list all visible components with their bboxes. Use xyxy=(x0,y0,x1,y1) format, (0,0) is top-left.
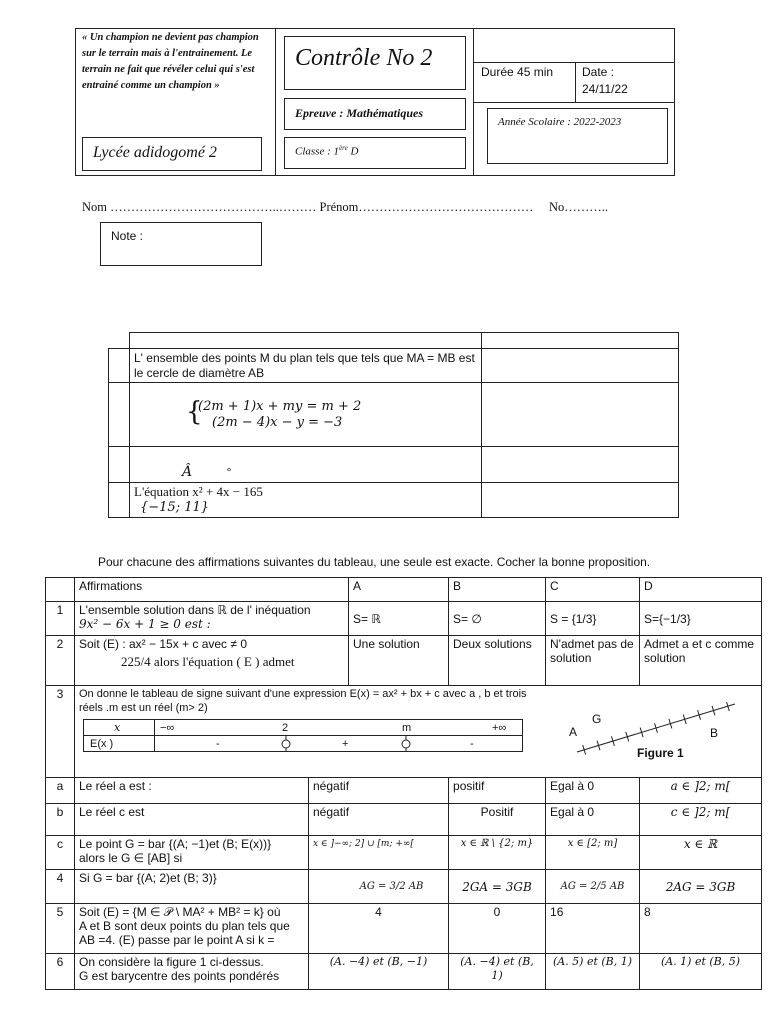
header-divider-4 xyxy=(575,62,576,102)
classe-box xyxy=(284,137,466,169)
row-number: 2 xyxy=(46,636,75,686)
qcm-table xyxy=(45,577,762,990)
minus-infinity: −∞ xyxy=(160,722,175,734)
affirmation-text: Si G = bar {(A; 2)et (B; 3)} xyxy=(75,870,309,904)
class-label xyxy=(285,138,465,158)
header-num xyxy=(46,578,75,602)
sign-intro-text: On donne le tableau de signe suivant d'une expression E(x) = ax² + bx + c avec a , b et trois réels .m est un réel (m> 2) xyxy=(79,688,527,714)
mid-row4 xyxy=(130,483,482,518)
date-label: Date : xyxy=(582,65,615,79)
solution-set: {−15; 11} xyxy=(140,500,210,515)
duration-label: Durée 45 min xyxy=(481,65,554,79)
affirmation-text xyxy=(75,904,309,954)
header-divider-3 xyxy=(473,62,675,63)
affirmation-line: On considère la figure 1 ci-dessus. xyxy=(79,955,264,969)
mid-cell-empty xyxy=(109,383,130,447)
date-value: 24/11/22 xyxy=(582,82,628,96)
affirmation-line: A et B sont deux points du plan tels que xyxy=(79,919,290,933)
option-a[interactable]: (A. −4) et (B, −1) xyxy=(309,954,449,990)
affirmation-text xyxy=(75,836,309,870)
option-c[interactable]: N'admet pas de solution xyxy=(546,636,640,686)
mid-answer-cell[interactable] xyxy=(482,383,679,447)
option-b[interactable]: 0 xyxy=(449,904,546,954)
figure-point-g: G xyxy=(592,712,602,726)
class-sup: ère xyxy=(339,144,348,152)
figure-caption: Figure 1 xyxy=(637,746,684,760)
note-box xyxy=(100,222,262,266)
zero-marker-icon xyxy=(281,736,291,752)
affirmation-line: AB =4. (E) passe par le point A si k = xyxy=(79,933,275,947)
option-c[interactable]: S = {1/3} xyxy=(546,602,640,636)
value-two: 2 xyxy=(282,722,289,734)
row-number: 4 xyxy=(46,870,75,904)
affirmation-line: Le point G = bar {(A; −1)et (B; E(x))} xyxy=(79,837,272,851)
mid-row3 xyxy=(130,447,482,483)
header-d: D xyxy=(640,578,762,602)
option-c[interactable]: AG = 2/5 AB xyxy=(546,870,640,904)
row-number: 5 xyxy=(46,904,75,954)
school-name-box xyxy=(82,137,262,171)
zero-marker-icon xyxy=(401,736,411,752)
header-b: B xyxy=(449,578,546,602)
affirmation-line: L'ensemble solution dans ℝ de l' inéquation xyxy=(79,603,311,617)
option-c[interactable]: Egal à 0 xyxy=(546,778,640,804)
row-number: 3 xyxy=(46,686,75,778)
option-b[interactable]: Positif xyxy=(449,804,546,836)
sign-negative-2: - xyxy=(470,738,474,750)
affirmation-text xyxy=(75,954,309,990)
student-info-line: Nom …………………………………..……… Prénom…………………………………… No……….. xyxy=(82,200,609,214)
sign-ex-label: E(x ) xyxy=(90,738,114,750)
option-d[interactable]: Admet a et c comme solution xyxy=(640,636,762,686)
figure-point-b: B xyxy=(710,726,719,740)
option-a[interactable]: Une solution xyxy=(349,636,449,686)
header-a: A xyxy=(349,578,449,602)
sign-table-cell xyxy=(75,686,762,778)
option-d[interactable]: a ∈ ]2; m[ xyxy=(640,778,762,804)
affirmation-text xyxy=(75,636,349,686)
option-a[interactable]: x ∈ ]−∞; 2] ∪ [m; +∞[ xyxy=(309,836,449,870)
option-b[interactable]: (A. −4) et (B, 1) xyxy=(449,954,546,990)
row-number: a xyxy=(46,778,75,804)
option-b[interactable]: Deux solutions xyxy=(449,636,546,686)
option-a[interactable]: 4 xyxy=(309,904,449,954)
figure-point-a: A xyxy=(569,725,578,739)
row-number: 6 xyxy=(46,954,75,990)
class-prefix: Classe : 1 xyxy=(295,145,339,158)
value-m: m xyxy=(402,722,412,734)
epreuve-box xyxy=(284,98,466,130)
option-c[interactable]: x ∈ [2; m] xyxy=(546,836,640,870)
affirmation-line: alors le G ∈ [AB] si xyxy=(79,851,183,865)
mid-answer-cell[interactable] xyxy=(482,483,679,518)
affirmation-line: 225/4 alors l'équation ( E ) admet xyxy=(121,654,295,669)
option-c[interactable]: Egal à 0 xyxy=(546,804,640,836)
option-d[interactable]: (A. 1) et (B, 5) xyxy=(640,954,762,990)
affirmation-line: Soit (E) : ax² − 15x + c avec ≠ 0 xyxy=(79,637,247,651)
option-d[interactable]: 2AG = 3GB xyxy=(640,870,762,904)
school-year-box xyxy=(487,108,668,164)
option-a[interactable]: négatif xyxy=(309,804,449,836)
mid-cell-empty xyxy=(109,447,130,483)
row-number: b xyxy=(46,804,75,836)
subject-label: Epreuve : Mathématiques xyxy=(295,106,423,120)
page-title: Contrôle No 2 xyxy=(295,45,433,71)
option-a[interactable]: AG = 3/2 AB xyxy=(309,870,449,904)
sign-negative-1: - xyxy=(216,738,220,750)
affirmation-text: Le réel a est : xyxy=(75,778,309,804)
mid-answer-cell[interactable] xyxy=(482,349,679,383)
header-affirmations: Affirmations xyxy=(75,578,349,602)
option-c[interactable]: (A. 5) et (B, 1) xyxy=(546,954,640,990)
header-divider-1 xyxy=(275,28,276,176)
row-number: 1 xyxy=(46,602,75,636)
option-b[interactable]: positif xyxy=(449,778,546,804)
affirmation-line: 9x² − 6x + 1 ≥ 0 est : xyxy=(79,617,211,631)
option-b[interactable]: 2GA = 3GB xyxy=(449,870,546,904)
option-b[interactable]: x ∈ ℝ \ {2; m} xyxy=(449,836,546,870)
mid-table-top-row xyxy=(129,332,679,349)
mid-cell-empty xyxy=(109,349,130,383)
option-c[interactable]: 16 xyxy=(546,904,640,954)
system-line-2: (2m − 4)x − y = −3 xyxy=(212,414,343,430)
affirmation-text: Le réel c est xyxy=(75,804,309,836)
school-year: Année Scolaire : 2022-2023 xyxy=(498,116,622,128)
angle-a: Â xyxy=(182,464,193,480)
class-suffix: D xyxy=(347,145,359,158)
instruction-text: Pour chacune des affirmations suivantes du tableau, une seule est exacte. Cocher la bonne proposition. xyxy=(98,555,651,569)
school-name: Lycée adidogomé 2 xyxy=(93,144,217,161)
mid-row2-system xyxy=(130,383,482,447)
note-label: Note : xyxy=(111,229,144,243)
affirmation-text xyxy=(75,602,349,636)
title-box xyxy=(284,36,466,90)
option-b[interactable]: S= ∅ xyxy=(449,602,546,636)
row-number: c xyxy=(46,836,75,870)
mid-cell-empty xyxy=(109,483,130,518)
motivational-quote: « Un champion ne devient pas champion sur le terrain mais à l'entrainement. Le terrain ne fait que révéler celui qui s'est entrainé comme un champion » xyxy=(82,32,259,91)
affirmation-line: G est barycentre des points pondérés xyxy=(79,969,280,983)
option-a[interactable]: S= ℝ xyxy=(349,602,449,636)
plus-infinity: +∞ xyxy=(492,722,507,734)
left-brace: { xyxy=(186,396,203,427)
sign-positive: + xyxy=(342,738,349,750)
option-d[interactable]: c ∈ ]2; m[ xyxy=(640,804,762,836)
header-c: C xyxy=(546,578,640,602)
system-line-1: (2m + 1)x + my = m + 2 xyxy=(198,398,362,414)
degree-sign: ° xyxy=(226,465,232,479)
header-divider-5 xyxy=(473,102,675,103)
affirmation-line: Soit (E) = {M ∈ 𝒫 \ MA² + MB² = k} où xyxy=(79,905,281,919)
mid-answer-cell[interactable] xyxy=(482,447,679,483)
sign-table xyxy=(83,719,523,752)
option-d[interactable]: S={−1/3} xyxy=(640,602,762,636)
option-d[interactable]: 8 xyxy=(640,904,762,954)
option-d[interactable]: x ∈ ℝ xyxy=(640,836,762,870)
option-a[interactable]: négatif xyxy=(309,778,449,804)
mid-row1-text: L' ensemble des points M du plan tels que tels que MA = MB est le cercle de diamètre AB xyxy=(130,349,482,383)
mid-table xyxy=(108,348,679,518)
mid-table-top-divider xyxy=(481,332,482,349)
equation-text: L'équation x² + 4x − 165 xyxy=(134,484,263,499)
sign-x-label: x xyxy=(114,721,121,734)
